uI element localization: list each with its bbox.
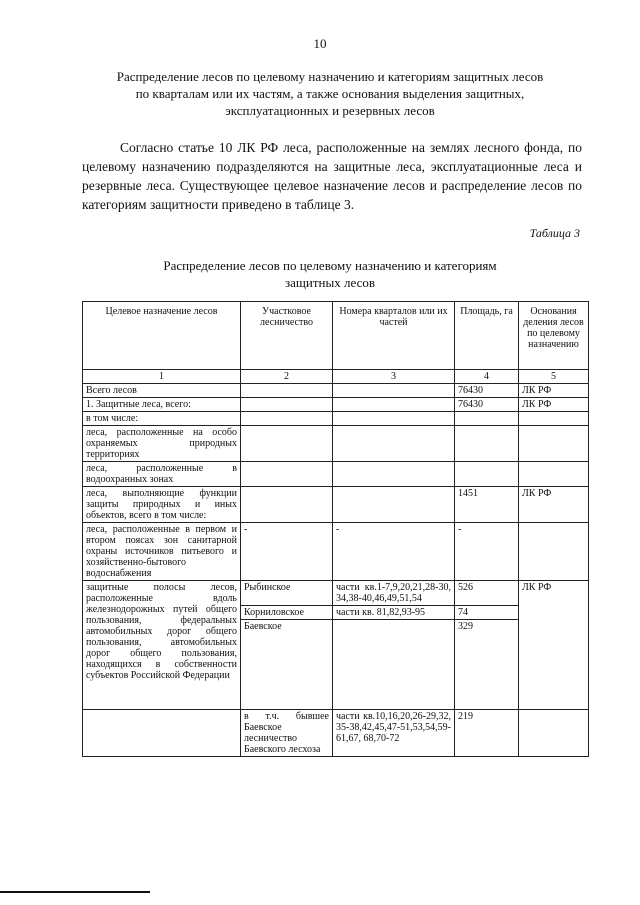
cell-area: 526 [455,581,519,606]
cell-quarters [333,426,455,462]
cell-basis [519,426,589,462]
cell-basis: ЛК РФ [519,384,589,398]
column-number: 2 [241,370,333,384]
cell-area: 74 [455,606,519,620]
cell-quarters [333,412,455,426]
paragraph-text: Согласно статье 10 ЛК РФ леса, расположенные на землях лесного фонда, по целевому назначению подразделяются на защитные леса, эксплуатационные леса и резервные леса. Существующее целевое назначение лесов и распределение лесов по категориям защитности приведено в таблице 3. [82,140,582,212]
header-cell: Участковое лесничество [241,302,333,370]
cell-basis [519,462,589,487]
table-row [83,523,589,581]
cell-basis [519,710,589,757]
body-paragraph [82,138,582,214]
cell-basis [519,523,589,581]
header-cell: Номера кварталов или их частей [333,302,455,370]
cell-purpose: леса, расположенные в водоохранных зонах [83,462,241,487]
cell-area: 76430 [455,384,519,398]
cell-forestry: Корниловское [241,606,333,620]
cell-quarters [333,384,455,398]
column-number: 5 [519,370,589,384]
cell-forestry [241,487,333,523]
heading-line: эксплуатационных и резервных лесов [225,103,435,118]
cell-forestry [241,426,333,462]
table-title [110,257,550,291]
table-label: Таблица 3 [529,226,580,240]
cell-purpose: леса, выполняющие функции защиты природных и иных объектов, всего в том числе: [83,487,241,523]
table-row [83,710,589,757]
table-row [83,412,589,426]
table-row [83,384,589,398]
cell-quarters [333,487,455,523]
cell-purpose: Всего лесов [83,384,241,398]
table-title-line: защитных лесов [285,275,375,290]
header-cell: Целевое назначение лесов [83,302,241,370]
cell-area: 219 [455,710,519,757]
table-row [83,398,589,412]
cell-basis: ЛК РФ [519,398,589,412]
cell-quarters [333,462,455,487]
cell-quarters [333,398,455,412]
cell-forestry: Баевское [241,620,333,710]
table-row [83,581,589,606]
cell-purpose: защитные полосы лесов, расположенные вдоль железнодорожных путей общего пользования, федеральных автомобильных дорог общего пользования, автомобильных дорог общего пользования, находящихся в собственности субъектов Российской Федерации [83,581,241,710]
header-cell: Площадь, га [455,302,519,370]
cell-purpose: 1. Защитные леса, всего: [83,398,241,412]
column-number: 4 [455,370,519,384]
cell-purpose [83,710,241,757]
cell-area: 329 [455,620,519,710]
cell-forestry: Рыбинское [241,581,333,606]
cell-area [455,426,519,462]
cell-forestry [241,384,333,398]
cell-purpose: леса, расположенные на особо охраняемых природных территориях [83,426,241,462]
cell-quarters: части кв. 81,82,93-95 [333,606,455,620]
table-row [83,487,589,523]
cell-forestry: в т.ч. бывшее Баевское лесничество Баевского лесхоза [241,710,333,757]
cell-forestry [241,462,333,487]
cell-basis: ЛК РФ [519,581,589,710]
header-cell: Основания деления лесов по целевому назначению [519,302,589,370]
cell-area: 76430 [455,398,519,412]
cell-purpose: в том числе: [83,412,241,426]
cell-quarters: части кв.10,16,20,26-29,32, 35-38,42,45,47-51,53,54,59-61,67, 68,70-72 [333,710,455,757]
cell-forestry: - [241,523,333,581]
cell-basis [519,412,589,426]
column-number: 3 [333,370,455,384]
table-title-line: Распределение лесов по целевому назначению и категориям [163,258,497,273]
table-header-row [83,302,589,370]
forest-distribution-table [82,301,589,757]
cell-purpose: леса, расположенные в первом и втором поясах зон санитарной охраны источников питьевого и хозяйственно-бытового водоснабжения [83,523,241,581]
cell-quarters [333,620,455,710]
cell-basis: ЛК РФ [519,487,589,523]
table-row [83,462,589,487]
column-number: 1 [83,370,241,384]
heading-line: Распределение лесов по целевому назначению и категориям защитных лесов [116,69,544,84]
page-number: 10 [313,36,327,51]
cell-forestry [241,412,333,426]
cell-area [455,462,519,487]
cell-forestry [241,398,333,412]
section-heading [70,68,590,119]
table-row [83,426,589,462]
cell-quarters: части кв.1-7,9,20,21,28-30, 34,38-40,46,49,51,54 [333,581,455,606]
cell-area [455,412,519,426]
footnote-separator [0,891,150,893]
column-number-row [83,370,589,384]
cell-quarters: - [333,523,455,581]
cell-area: - [455,523,519,581]
heading-line: по кварталам или их частям, а также основания выделения защитных, [135,86,525,101]
cell-area: 1451 [455,487,519,523]
